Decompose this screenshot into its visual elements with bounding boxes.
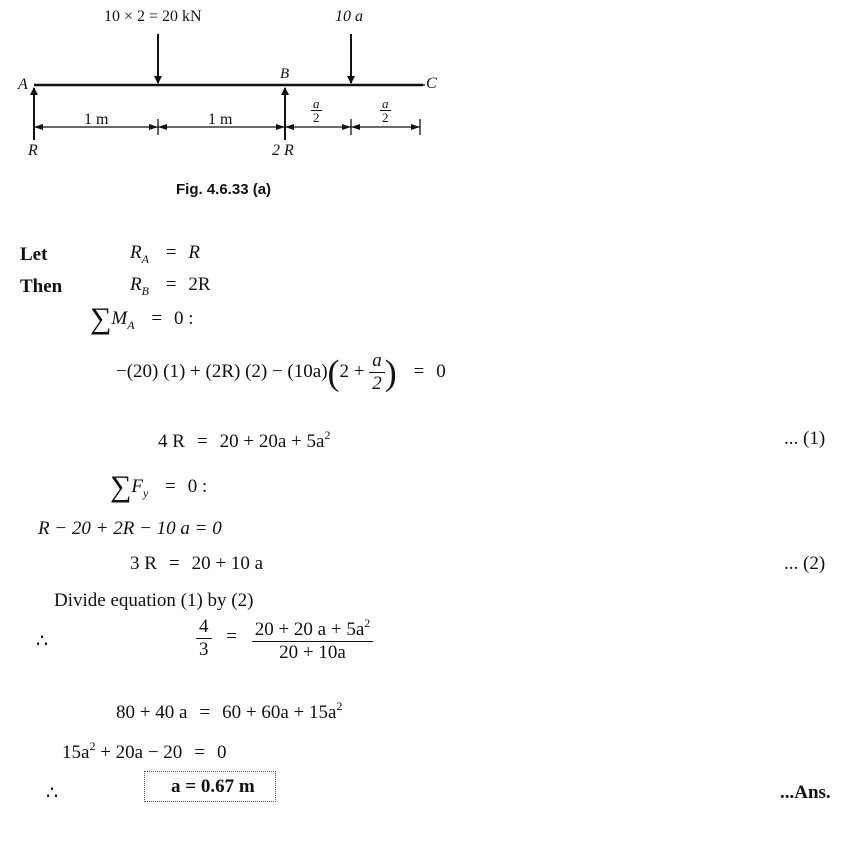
- equation-2: 3 R = 20 + 10 a: [130, 553, 264, 574]
- equation-rb: $R_B = 2R$: [130, 274, 211, 298]
- point-a-label: A: [18, 76, 28, 93]
- load-label-10a: 10 a: [335, 8, 363, 25]
- equation-2-tag: ... (2): [784, 553, 826, 574]
- moment-sum-condition: $\sum M_A = 0$ :: [90, 302, 194, 335]
- point-b-label: B: [280, 66, 290, 82]
- let-word: Let: [20, 244, 48, 265]
- answer-tag: ...Ans.: [780, 782, 831, 803]
- equation-1-tag: ... (1): [784, 428, 826, 449]
- step-equation: 80 + 40 $a = 60 + 60a + 15a^2$: [116, 699, 343, 723]
- quadratic-equation: $15a^2 + 20a - 20 = 0$: [62, 739, 227, 763]
- divide-instruction: Divide equation (1) by (2): [54, 590, 254, 611]
- reaction-b-label: 2 R: [272, 142, 294, 159]
- dim-label-4: a 2: [382, 96, 389, 125]
- figure-caption: Fig. 4.6.33 (a): [176, 181, 272, 198]
- answer-box: a = 0.67 m: [144, 776, 276, 798]
- equation-ra: $R_A = R$: [130, 242, 201, 266]
- reaction-a-label: R: [28, 142, 38, 159]
- load-label-20kn: 10 × 2 = 20 kN: [104, 8, 202, 25]
- force-equation: R − 20 + 2R − 10 a = 0: [38, 518, 222, 539]
- equation-1: 4 $R = 20 + 20a + 5a^2$: [158, 428, 331, 452]
- beam-diagram: [0, 0, 460, 165]
- dim-label-2: 1 m: [208, 111, 233, 128]
- dim-label-3: a 2: [313, 96, 320, 125]
- point-c-label: C: [426, 75, 437, 92]
- force-sum-condition: $\sum F_y = 0$ :: [110, 470, 208, 503]
- ratio-equation: $\frac{4}{3}$ = $\frac{20 + 20 a + 5a^2}{20 + 10a}$: [196, 612, 373, 664]
- then-word: Then: [20, 276, 63, 297]
- dim-label-1: 1 m: [84, 111, 109, 128]
- moment-equation: −(20) (1) + (2R) (2) − (10a)(2 + $\frac{a}{2}$ ) = 0: [116, 350, 446, 394]
- therefore-symbol-2: ∴: [46, 783, 59, 804]
- therefore-symbol-1: ∴: [36, 631, 49, 652]
